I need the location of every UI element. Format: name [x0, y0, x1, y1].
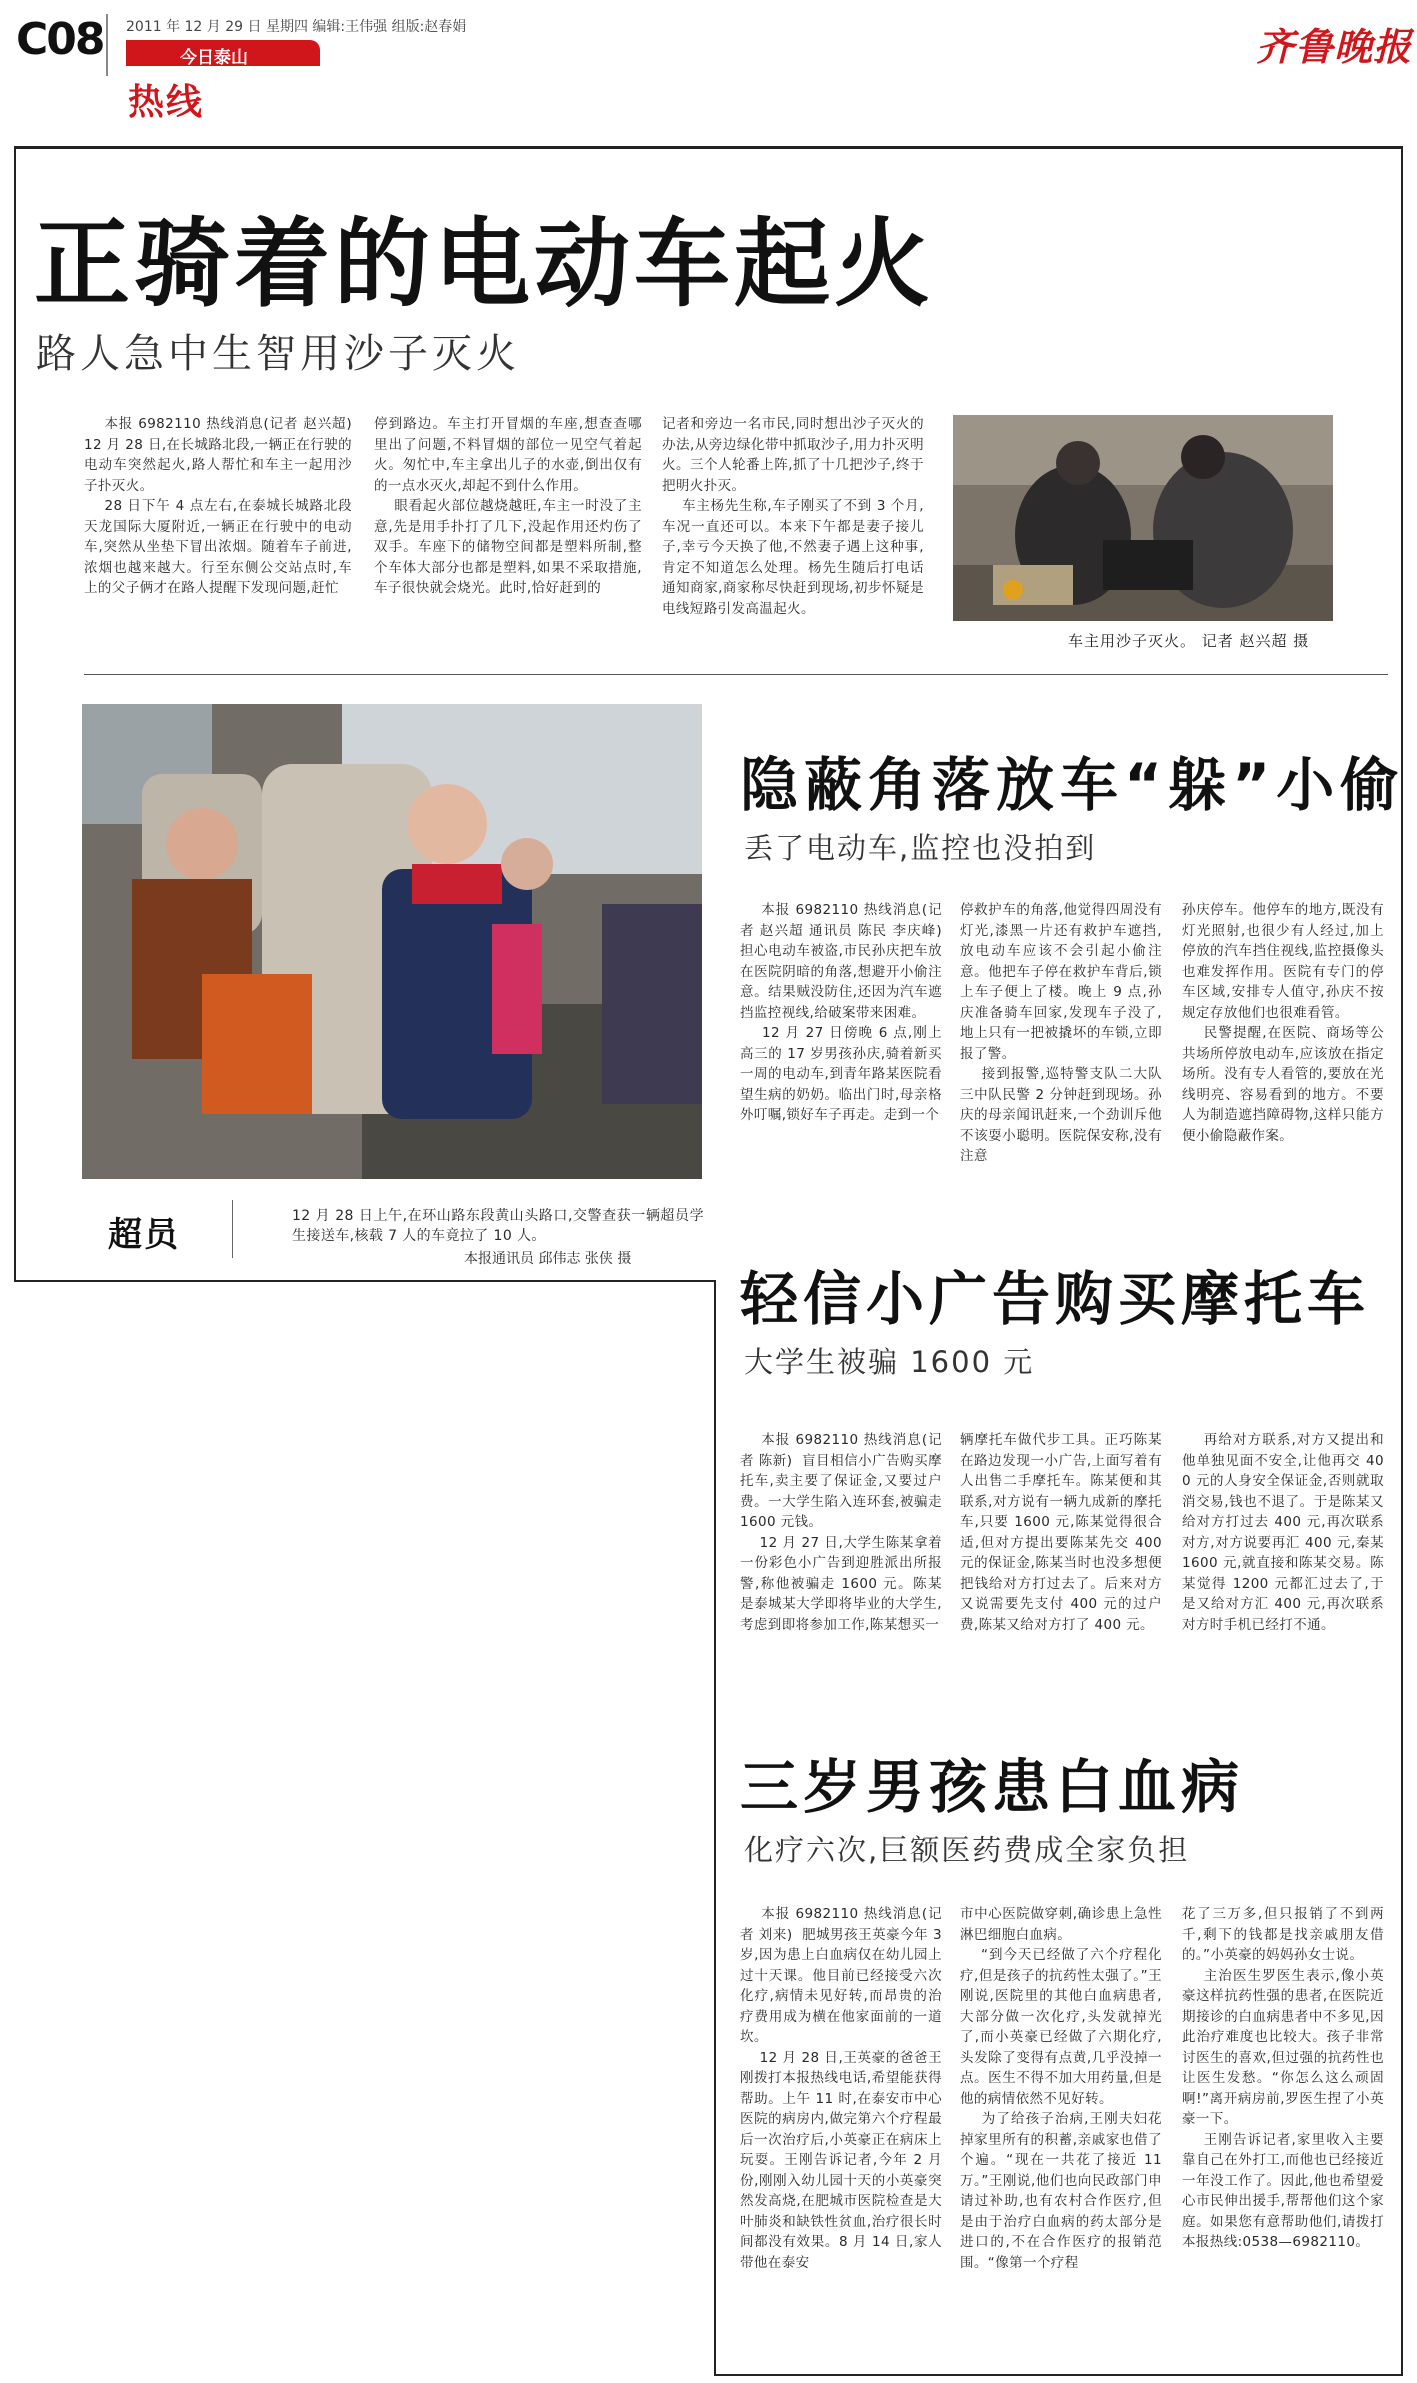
- frame-left: [14, 146, 16, 1281]
- frame-bottom: [714, 2374, 1403, 2376]
- story4-column-3: 花了三万多,但只报销了不到两千,剩下的钱都是找亲戚朋友借的。”小英豪的妈妈孙女士说。 主治医生罗医生表示,像小英豪这样抗药性强的患者,在医院近期接诊的白血病患者中不多见,因此治疗难度也比较大。孩子非常讨医生的喜欢,但过强的抗药性也让医生发愁。“你怎么这么顽固啊!”离开病房前,罗医生捏了小英豪一下。 王刚告诉记者,家里收入主要靠自己在外打工,而他也已经接近一年没工作了。因此,他也希望爱心市民伸出援手,帮帮他们这个家庭。如果您有意帮助他们,请拨打本报热线:0538—6982110。: [1182, 1906, 1384, 2250]
- story1-bottom-rule: [84, 674, 1388, 675]
- top-rule: [14, 146, 1403, 149]
- story1-column-3: 记者和旁边一名市民,同时想出沙子灭火的办法,从旁边绿化带中抓取沙子,用力扑灭明火。三个人轮番上阵,抓了十几把沙子,终于把明火扑灭。 车主杨先生称,车子刚买了不到 3 个月,车况一直还可以。本来下午都是妻子接儿子,幸亏今天换了他,不然妻子遇上这种事,肯定不知道怎么处理。杨先生随后打电话通知商家,商家称尽快赶到现场,初步怀疑是电线短路引发高温起火。: [662, 416, 925, 617]
- story3-subheadline: 大学生被骗 1600 元: [744, 1345, 1035, 1379]
- story1-photo-fire: [953, 415, 1333, 621]
- story4-column-1: 本报 6982110 热线消息(记者 刘来) 肥城男孩王英豪今年 3 岁,因为患上白血病仅在幼儿园上过十天课。他目前已经接受六次化疗,病情未见好转,而昂贵的治疗费用成为横在他家面前的一道坎。 12 月 28 日,王英豪的爸爸王刚拨打本报热线电话,希望能获得帮助。上午 11 时,在泰安市中心医院的病房内,做完第六个疗程最后一次治疗后,小英豪正在病床上玩耍。王刚告诉记者,今年 2 月份,刚刚入幼儿园十天的小英豪突然发高烧,在肥城市医院检查是大叶肺炎和缺铁性贫血,治疗很长时间都没有效果。8 月 14 日,家人带他在泰安: [740, 1906, 943, 2271]
- story1-photo-caption: 车主用沙子灭火。 记者 赵兴超 摄: [1068, 632, 1310, 650]
- header-divider-vertical: [106, 14, 108, 76]
- overload-caption-text: 12 月 28 日上午,在环山路东段黄山头路口,交警查获一辆超员学生接送车,核载 7 人的车竟拉了 10 人。: [292, 1208, 704, 1244]
- story2-column-1: 本报 6982110 热线消息(记者 赵兴超 通讯员 陈民 李庆峰) 担心电动车被盗,市民孙庆把车放在医院阴暗的角落,想避开小偷注意。结果贼没防住,还因为汽车遮挡监控视线,给破案带来困难。 12 月 27 日傍晚 6 点,刚上高三的 17 岁男孩孙庆,骑着新买一周的电动车,到青年路某医院看望生病的奶奶。临出门时,母亲格外叮嘱,锁好车子再走。走到一个: [740, 902, 942, 1123]
- story3-column-2: 辆摩托车做代步工具。正巧陈某在路边发现一小广告,上面写着有人出售二手摩托车。陈某便和其联系,对方说有一辆九成新的摩托车,只要 1600 元,陈某觉得很合适,但对方提出要陈某先交 400 元的保证金,陈某当时也没多想便把钱给对方打过去了。后来对方又说需要先支付 400 元的过户费,陈某又给对方打了 400 元。: [960, 1432, 1167, 1633]
- frame-bottom-left: [14, 1280, 716, 1282]
- frame-step: [714, 1280, 716, 2376]
- section-tag-label: 今日泰山: [180, 48, 248, 68]
- overload-photo-credit: 本报通讯员 邱伟志 张侠 摄: [464, 1251, 632, 1267]
- overloaded-bus-photo: [82, 704, 702, 1179]
- story3-column-3: 再给对方联系,对方又提出和他单独见面不安全,让他再交 400 元的人身安全保证金,否则就取消交易,钱也不退了。于是陈某又给对方打过去 400 元,再次联系对方,对方说要再汇 400 元,秦某 1600 元,就直接和陈某交易。陈某觉得 1200 元都汇过去了,于是又给对方汇 400 元,再次联系对方时手机已经打不通。: [1182, 1432, 1389, 1633]
- story3-column-1: 本报 6982110 热线消息(记者 陈新) 盲目相信小广告购买摩托车,卖主要了保证金,又要过户费。一大学生陷入连环套,被骗走 1600 元钱。 12 月 27 日,大学生陈某拿着一份彩色小广告到迎胜派出所报警,称他被骗走 1600 元。陈某是泰城某大学即将毕业的大学生,考虑到即将参加工作,陈某想买一: [740, 1432, 943, 1633]
- story4-column-2: 市中心医院做穿刺,确诊患上急性淋巴细胞白血病。 “到今天已经做了六个疗程化疗,但是孩子的抗药性太强了。”王刚说,医院里的其他白血病患者,大部分做一次化疗,头发就掉光了,而小英豪已经做了六期化疗,头发除了变得有点黄,几乎没掉一点。医生不得不加大用药量,但是他的病情依然不见好转。 为了给孩子治病,王刚夫妇花掉家里所有的积蓄,亲戚家也借了个遍。“现在一共花了接近 11 万。”王刚说,他们也向民政部门申请过补助,也有农村合作医疗,但是由于治疗白血病的药太部分是进口的,不在合作医疗的报销范围。“像第一个疗程: [960, 1906, 1162, 2271]
- story1-column-1: 本报 6982110 热线消息(记者 赵兴超) 12 月 28 日,在长城路北段,一辆正在行驶的电动车突然起火,路人帮忙和车主一起用沙子扑灭火。 28 日下午 4 点左右,在泰城长城路北段天龙国际大厦附近,一辆正在行驶中的电动车,突然从坐垫下冒出浓烟。随着车子前进,浓烟也越来越大。行至东侧公交站点时,车上的父子俩才在路人提醒下发现问题,赶忙: [84, 416, 352, 596]
- page-number: C08: [16, 14, 104, 65]
- story3-headline: 轻信小广告购买摩托车: [740, 1265, 1371, 1333]
- story1-column-2: 停到路边。车主打开冒烟的车座,想查查哪里出了问题,不料冒烟的部位一见空气着起火。匆忙中,车主拿出儿子的水壶,倒出仅有的一点水灭火,却起不到什么作用。 眼看起火部位越烧越旺,车主一时没了主意,先是用手扑打了几下,没起作用还灼伤了双手。车座下的储物空间都是塑料所制,整个车体大部分也都是塑料,如果不采取措施,车子很快就会烧光。此时,恰好赶到的: [374, 416, 643, 596]
- story4-headline: 三岁男孩患白血病: [740, 1753, 1245, 1821]
- story2-subheadline: 丢了电动车,监控也没拍到: [744, 831, 1097, 865]
- story1-subheadline: 路人急中生智用沙子灭火: [36, 331, 520, 377]
- date-line: 2011 年 12 月 29 日 星期四 编辑:王伟强 组版:赵春娟: [126, 19, 467, 35]
- story2-column-2: 停救护车的角落,他觉得四周没有灯光,漆黑一片还有救护车遮挡,放电动车应该不会引起小偷注意。他把车子停在救护车背后,锁上车子便上了楼。晚上 9 点,孙庆准备骑车回家,发现车子没了,地上只有一把被撬坏的车锁,立即报了警。 接到报警,巡特警支队二大队三中队民警 2 分钟赶到现场。孙庆的母亲闻讯赶来,一个劲训斥他不该耍小聪明。医院保安称,没有注意: [960, 902, 1162, 1164]
- story2-column-3: 孙庆停车。他停车的地方,既没有灯光照射,也很少有人经过,加上停放的汽车挡住视线,监控摄像头也难发挥作用。医院有专门的停车区域,安排专人值守,孙庆不按规定存放他们也很难看管。 民警提醒,在医院、商场等公共场所停放电动车,应该放在指定场所。没有专人看管的,要放在光线明亮、容易看到的地方。不要人为制造遮挡障碍物,这样只能方便小偷隐蔽作案。: [1182, 902, 1384, 1144]
- overload-divider: [232, 1200, 233, 1258]
- frame-right: [1401, 146, 1403, 2376]
- section-tag: [126, 40, 320, 66]
- story2-headline: 隐蔽角落放车“躲”小偷: [740, 751, 1405, 819]
- masthead-logo: 齐鲁晚报: [1256, 24, 1413, 69]
- story1-headline: 正骑着的电动车起火: [34, 208, 934, 320]
- section-title: 热线: [128, 82, 205, 123]
- overload-label: 超员: [108, 1215, 180, 1255]
- story4-subheadline: 化疗六次,巨额医药费成全家负担: [744, 1833, 1190, 1867]
